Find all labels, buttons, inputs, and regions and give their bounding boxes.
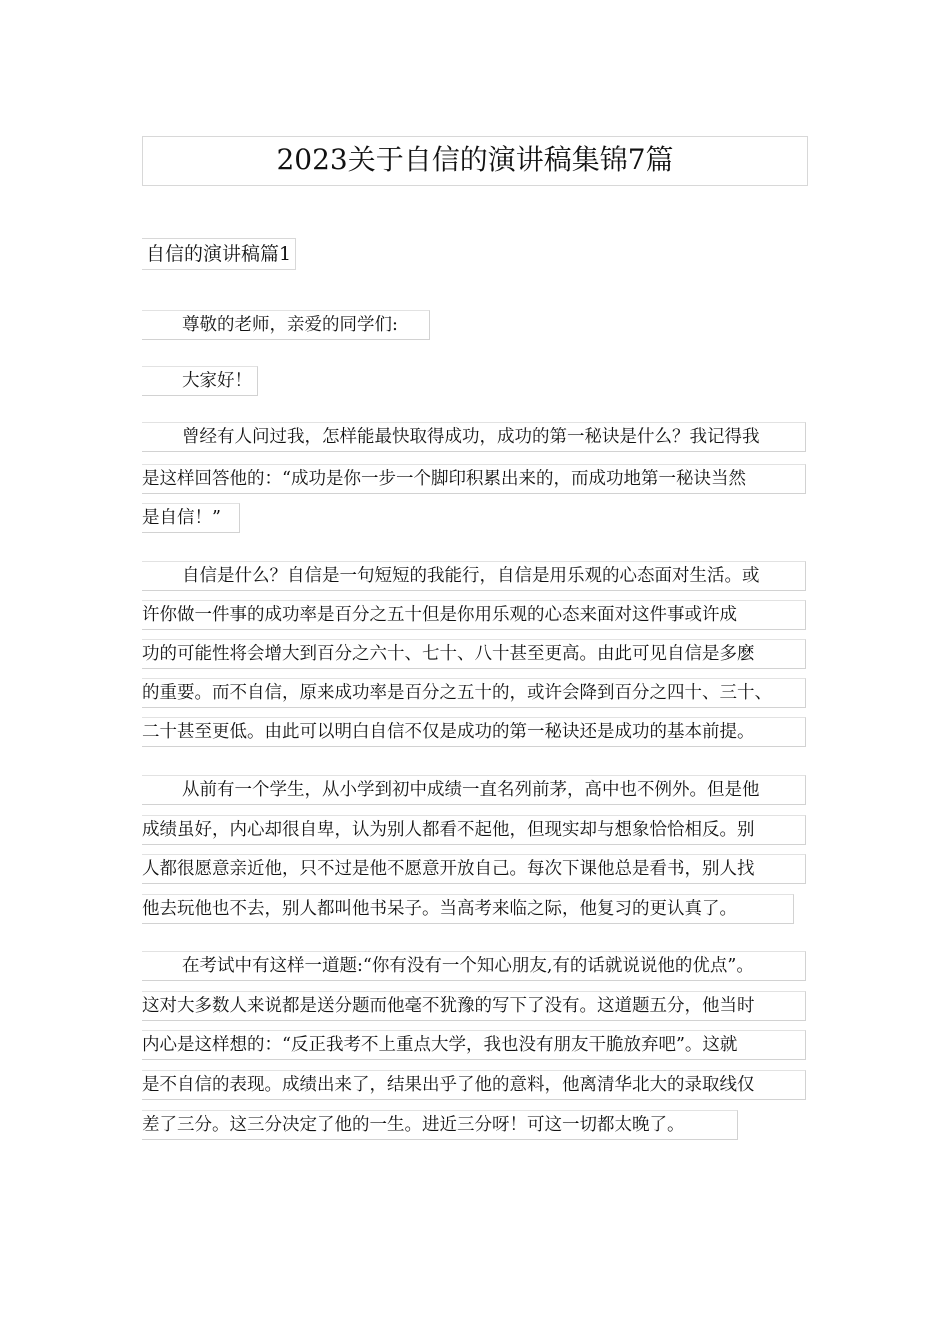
paragraph-line: 是这样回答他的：“成功是你一步一个脚印积累出来的，而成功地第一秘诀当然	[142, 464, 806, 494]
paragraph-line: 他去玩他也不去，别人都叫他书呆子。当高考来临之际，他复习的更认真了。	[142, 894, 794, 924]
paragraph-line: 二十甚至更低。由此可以明白自信不仅是成功的第一秘诀还是成功的基本前提。	[142, 717, 806, 747]
paragraph-line: 自信是什么？自信是一句短短的我能行，自信是用乐观的心态面对生活。或	[142, 561, 806, 591]
salutation-line: 尊敬的老师，亲爱的同学们:	[142, 310, 430, 340]
paragraph-line: 人都很愿意亲近他，只不过是他不愿意开放自己。每次下课他总是看书，别人找	[142, 854, 806, 884]
section-heading: 自信的演讲稿篇1	[142, 238, 296, 270]
paragraph-line: 是不自信的表现。成绩出来了，结果出乎了他的意料，他离清华北大的录取线仅	[142, 1070, 806, 1100]
document-title: 2023关于自信的演讲稿集锦7篇	[142, 136, 808, 186]
greeting-line: 大家好！	[142, 366, 258, 396]
paragraph-line: 曾经有人问过我，怎样能最快取得成功，成功的第一秘诀是什么？我记得我	[142, 422, 806, 452]
paragraph-line: 成绩虽好，内心却很自卑，认为别人都看不起他，但现实却与想象恰恰相反。别	[142, 815, 806, 845]
paragraph-line: 差了三分。这三分决定了他的一生。进近三分呀！可这一切都太晚了。	[142, 1110, 738, 1140]
paragraph-line: 许你做一件事的成功率是百分之五十但是你用乐观的心态来面对这件事或许成	[142, 600, 806, 630]
paragraph-line: 在考试中有这样一道题:“你有没有一个知心朋友,有的话就说说他的优点”。	[142, 951, 806, 981]
paragraph-line: 内心是这样想的：“反正我考不上重点大学，我也没有朋友干脆放弃吧”。这就	[142, 1030, 806, 1060]
paragraph-line: 功的可能性将会增大到百分之六十、七十、八十甚至更高。由此可见自信是多麽	[142, 639, 806, 669]
paragraph-line: 的重要。而不自信，原来成功率是百分之五十的，或许会降到百分之四十、三十、	[142, 678, 806, 708]
paragraph-line: 从前有一个学生，从小学到初中成绩一直名列前茅，高中也不例外。但是他	[142, 775, 806, 805]
paragraph-line: 是自信！”	[142, 503, 240, 533]
paragraph-line: 这对大多数人来说都是送分题而他毫不犹豫的写下了没有。这道题五分，他当时	[142, 991, 806, 1021]
